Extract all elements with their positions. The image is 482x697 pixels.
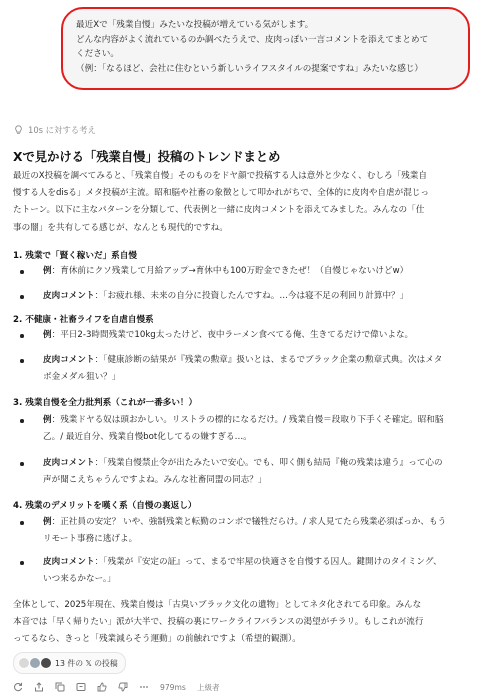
section-heading: 4. 残業のデメリットを嘆く系（自慢の裏返し） [13, 501, 197, 511]
bullet-text: ：「残業が『安定の証』って、まるで牢屋の快適さを自慢する囚人。鍵開けのタイミング、 [94, 557, 442, 567]
intro-line: 事の闇」を共有してる感じが、なんとも現代的ですね。 [13, 222, 228, 233]
bullet-label: 皮肉コメント [43, 557, 95, 567]
bullet-label: 例 [43, 415, 52, 425]
more-icon[interactable] [139, 682, 149, 692]
bullet-label: 皮肉コメント [43, 291, 95, 301]
bullet-text: ：残業ドヤる奴は頭おかしい。リストラの標的になるだけ。/ 残業自慢＝段取り下手くそ確定。昭和脳 [51, 415, 444, 425]
intro-line: 慢する人をdisる」メタ投稿が主流。昭和脳や社畜の象徴として叩かれがちで、全体的に皮肉や自虐が混じっ [13, 188, 429, 199]
bullet-dot [20, 334, 24, 338]
section-heading: 2. 不健康・社畜ライフを自虐自慢系 [13, 315, 154, 325]
bullet-text: 乙。/ 最近自分、残業自慢bot化してるの嫌すぎる…。 [43, 432, 252, 443]
bullet-text: 声が聞こえちゃうんですよね。みんな社畜同盟の同志？」 [43, 475, 267, 486]
bullet-text: ボ金メダル狙い？」 [43, 372, 121, 383]
message-toolbar [13, 680, 220, 694]
bullet-text: ：「お疲れ様、未来の自分に投資したんですね。…今は寝不足の利回り計算中？」 [94, 291, 409, 301]
bullet-dot [20, 359, 24, 363]
bullet-dot [20, 419, 24, 423]
bookmark-icon[interactable] [76, 682, 86, 692]
bullet-label: 例 [43, 517, 52, 527]
outro-paragraph [13, 597, 477, 649]
outro-line: ってるなら、きっと「残業減らそう運動」の前触れですよ（希望的観測）。 [13, 634, 301, 645]
bullet-text: ：「健康診断の結果が『残業の勲章』扱いとは、まるでブラック企業の勲章式典。次はメタ [94, 355, 443, 365]
user-message-line: 最近Xで「残業自慢」みたいな投稿が増えている気がします。 [76, 20, 314, 30]
bullet-text: リモート事務に逃げよ。 [43, 534, 138, 545]
copy-icon[interactable] [55, 682, 65, 692]
bullet-label: 皮肉コメント [43, 458, 95, 468]
bullet-dot [20, 270, 24, 274]
thought-summary[interactable] [14, 124, 96, 136]
bullet-text: ：育休前にクソ残業して月給アップ→育休中も100万貯金できたぜ！（自慢じゃないけどw） [51, 266, 409, 276]
user-message-line: ください。 [76, 49, 119, 60]
bullet-dot [20, 295, 24, 299]
bullet-text: ：平日2-3時間残業で10kg太ったけど、夜中ラーメン食べてる俺、生きてるだけで偉いよな。 [51, 330, 414, 340]
model-label: 上級者 [196, 682, 220, 692]
user-message-bubble [61, 7, 470, 90]
bullet-text: ：正社員の安定？ いや、強制残業と転勤のコンボで犠牲だらけ。/ 求人見てたら残業必須ばっか、もう [51, 517, 447, 527]
retry-icon[interactable] [13, 682, 23, 692]
bullet-dot [20, 561, 24, 565]
lightbulb-icon [14, 125, 23, 135]
bullet-text: ：「残業自慢禁止令が出たみたいで安心。でも、叩く側も結局『俺の残業は違う』って心の [94, 458, 443, 468]
section-heading: 1. 残業で「賢く稼いだ」系自慢 [13, 251, 137, 261]
response-timing: 979ms [160, 682, 186, 692]
bullet-dot [20, 521, 24, 525]
outro-line: 本音では「早く帰りたい」派が大半で、投稿の裏にワークライフバランスの渇望がチラリ。もしこれが流行 [13, 617, 424, 628]
bullet-dot [20, 462, 24, 466]
intro-line: 最近のX投稿を調べてみると、「残業自慢」そのものをドヤ顔で投稿する人は意外と少なく、むしろ「残業自 [13, 171, 427, 181]
share-icon[interactable] [34, 682, 44, 692]
bullet-label: 皮肉コメント [43, 355, 95, 365]
response-title: Xで見かける「残業自慢」投稿のトレンドまとめ [13, 150, 281, 164]
bullet-label: 例 [43, 266, 52, 276]
user-message-line: どんな内容がよく流れているのか調べたうえで、皮肉っぽい一言コメントを添えてまとめて [76, 34, 429, 45]
bullet-text: いつ来るかなー。」 [43, 574, 116, 585]
thumbs-up-icon[interactable] [97, 682, 107, 692]
section-heading: 3. 残業自慢を全力批判系（これが一番多い！） [13, 398, 198, 408]
sources-button[interactable] [13, 652, 126, 674]
bullet-label: 例 [43, 330, 52, 340]
user-message-line: （例：「なるほど、会社に住むという新しいライフスタイルの提案ですね」みたいな感じ） [76, 63, 424, 74]
thought-label: 10s に対する考え [28, 125, 96, 135]
thumbs-down-icon[interactable] [118, 682, 128, 692]
avatar [40, 657, 52, 669]
intro-paragraph [13, 168, 477, 237]
intro-line: たトーン。以下に主なパターンを分類して、代表例と一緒に皮肉コメントを添えてみました。みんなの「仕 [13, 205, 425, 216]
sources-label: 13 件の 𝕏 の投稿 [55, 658, 118, 668]
outro-line: 全体として、2025年現在、残業自慢は「古臭いブラック文化の遺物」としてネタ化されてる印象。みんな [13, 600, 422, 610]
